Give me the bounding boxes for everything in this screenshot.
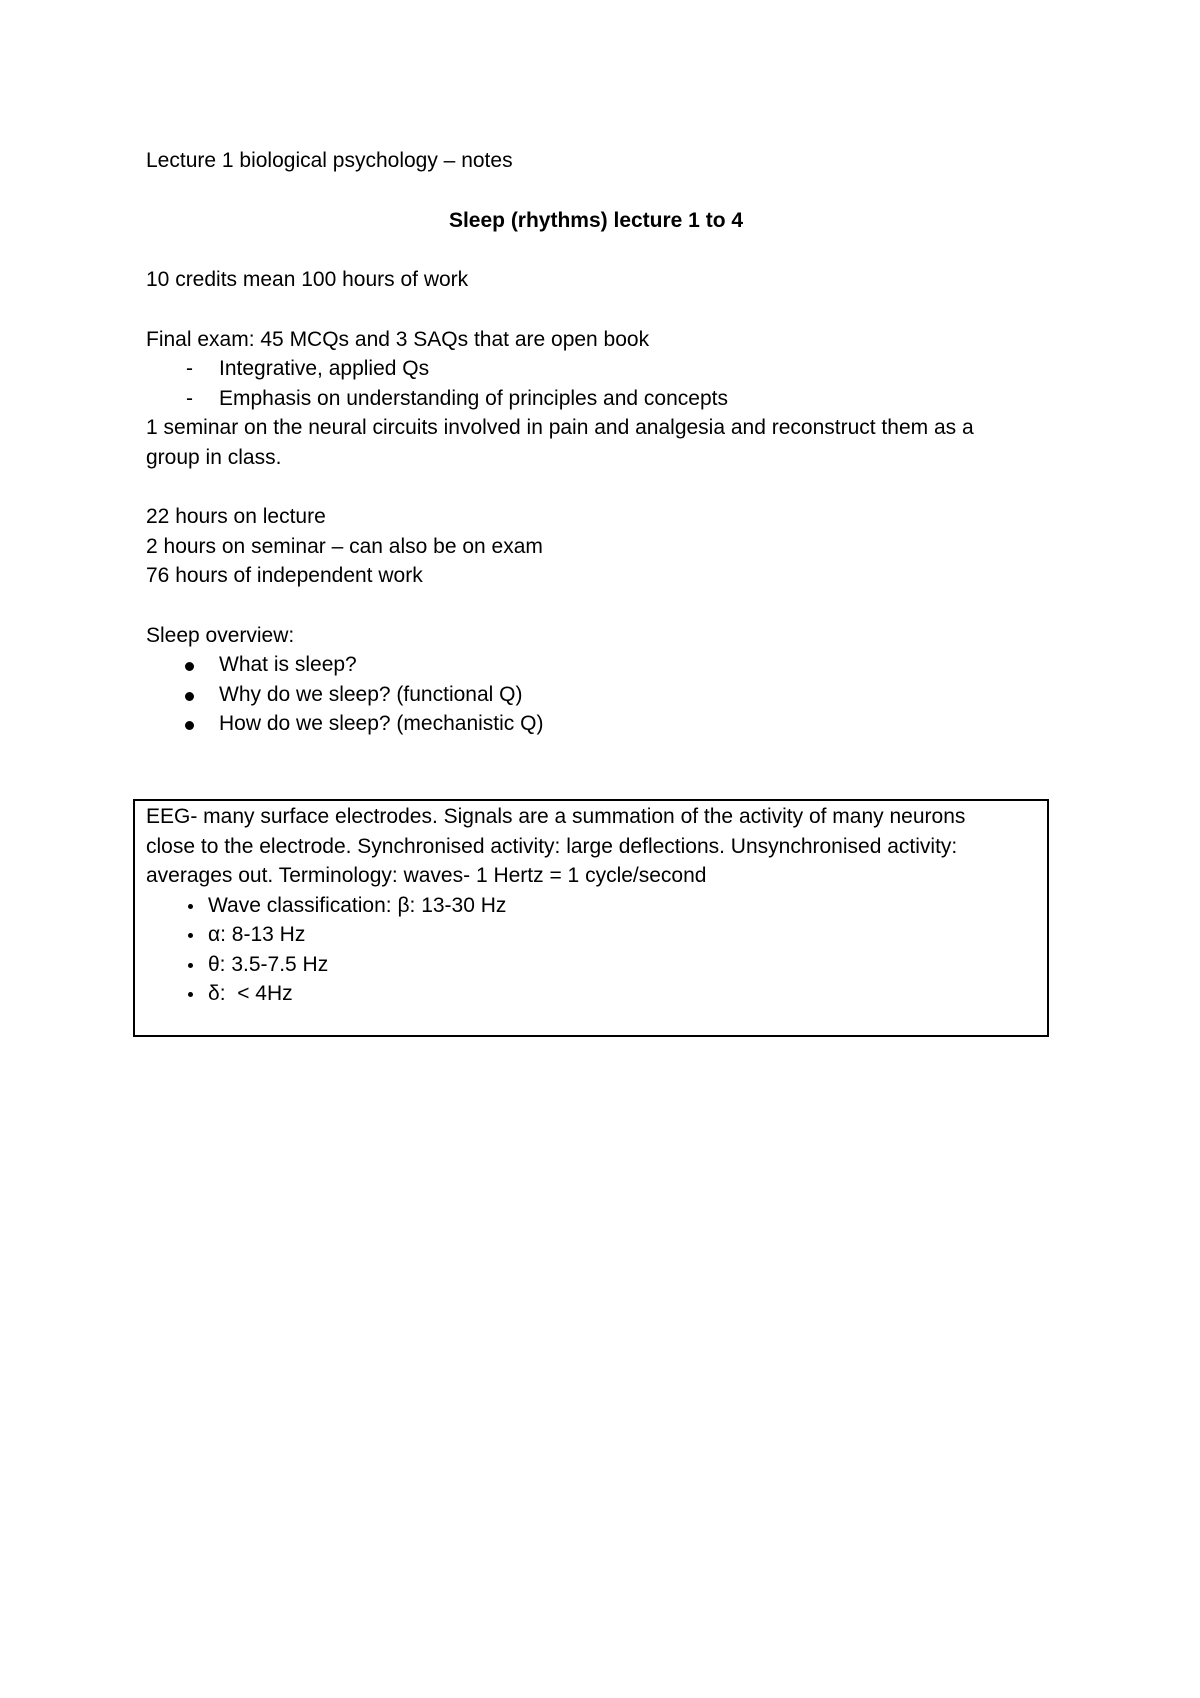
list-item (146, 354, 1046, 384)
list-item (146, 920, 1037, 950)
list-item (146, 680, 1046, 710)
hours-line: 2 hours on seminar – can also be on exam (146, 534, 543, 558)
dash-marker: - (186, 357, 193, 380)
credits-line: 10 credits mean 100 hours of work (146, 268, 469, 291)
exam-points-list (146, 354, 1046, 413)
list-item-text: Why do we sleep? (functional Q) (219, 682, 523, 706)
seminar-line-continued: group in class. (146, 445, 282, 469)
bullet-icon (185, 721, 194, 730)
bullet-icon (185, 692, 194, 701)
list-item-text: α: 8-13 Hz (208, 923, 306, 946)
bullet-icon (188, 963, 193, 968)
list-item-text: δ: < 4Hz (208, 982, 293, 1005)
seminar-line: 1 seminar on the neural circuits involved in pain and analgesia and reconstruct them as a (146, 416, 974, 439)
list-item (146, 709, 1046, 739)
list-item-text: Integrative, applied Qs (219, 357, 430, 380)
overview-questions-list (146, 650, 1046, 739)
document-title: Sleep (rhythms) lecture 1 to 4 (448, 208, 744, 232)
list-item (146, 650, 1046, 680)
list-item-text: How do we sleep? (mechanistic Q) (219, 712, 544, 735)
eeg-line: EEG- many surface electrodes. Signals are a summation of the activity of many neurons (146, 805, 966, 828)
overview-heading: Sleep overview: (146, 623, 295, 647)
list-item-text: Emphasis on understanding of principles and concepts (219, 386, 728, 410)
bullet-icon (188, 933, 193, 938)
exam-line: Final exam: 45 MCQs and 3 SAQs that are open book (146, 327, 650, 351)
bullet-icon (185, 662, 194, 671)
list-item (146, 979, 1037, 1009)
list-item (146, 950, 1037, 980)
list-item-text: θ: 3.5-7.5 Hz (208, 952, 329, 976)
document-body (146, 146, 1046, 739)
header-line: Lecture 1 biological psychology – notes (146, 149, 513, 172)
list-item-text: Wave classification: β: 13-30 Hz (208, 893, 507, 917)
bullet-icon (188, 992, 193, 997)
bullet-icon (188, 904, 193, 909)
list-item (146, 891, 1037, 921)
list-item-text: What is sleep? (219, 653, 357, 676)
wave-classification-list (146, 891, 1037, 1009)
eeg-text-box (133, 799, 1049, 1037)
hours-line: 22 hours on lecture (146, 505, 326, 528)
list-item (146, 384, 1046, 414)
dash-marker: - (186, 386, 193, 410)
eeg-line: close to the electrode. Synchronised activity: large deflections. Unsynchronised activity: (146, 834, 958, 858)
hours-line: 76 hours of independent work (146, 564, 423, 587)
eeg-line: averages out. Terminology: waves- 1 Hertz = 1 cycle/second (146, 864, 707, 887)
